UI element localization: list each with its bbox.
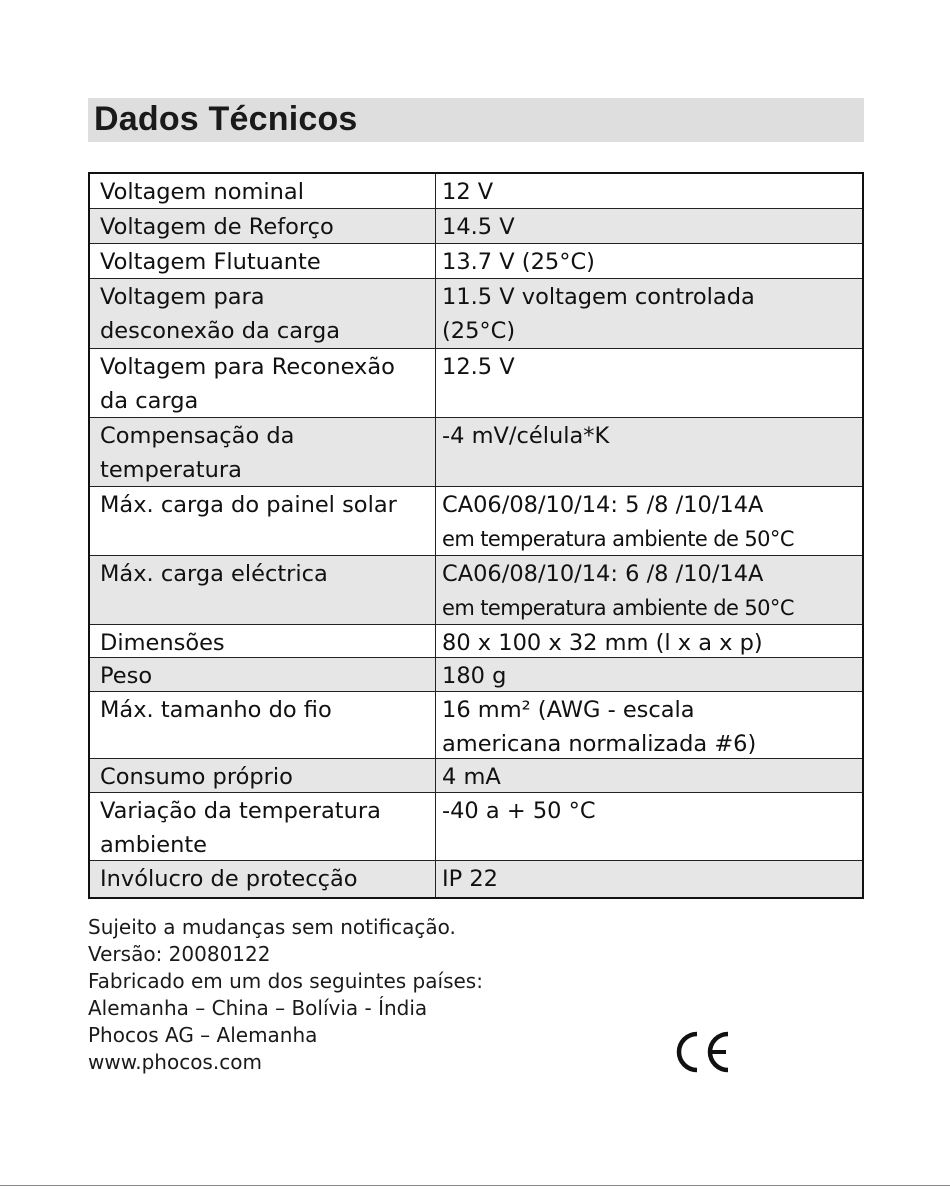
ce-mark-icon	[672, 1030, 732, 1074]
spec-value	[436, 487, 862, 555]
spec-row	[90, 349, 862, 418]
footer-notes	[88, 914, 483, 1076]
footer-line: Fabricado em um dos seguintes países:	[88, 969, 483, 993]
spec-value-main: CA06/08/10/14: 5 /8 /10/14A	[442, 492, 764, 518]
spec-row	[90, 418, 862, 487]
footer-line: Sujeito a mudanças sem notificação.	[88, 915, 456, 939]
spec-label: Voltagem nominal	[90, 174, 436, 208]
spec-value: -40 a + 50 °C	[442, 798, 596, 824]
spec-row	[90, 244, 862, 279]
page-title: Dados Técnicos	[94, 100, 358, 138]
footer-line: Phocos AG – Alemanha	[88, 1023, 318, 1047]
spec-label: Voltagem de Reforço	[90, 209, 436, 243]
spec-label: Máx. carga eléctrica	[90, 556, 436, 624]
spec-row	[90, 861, 862, 897]
spec-value: -4 mV/célula*K	[442, 423, 610, 449]
spec-value-note: em temperatura ambiente de 50°C	[442, 596, 794, 620]
footer-line: Alemanha – China – Bolívia - Índia	[88, 996, 428, 1020]
footer-line: Versão: 20080122	[88, 942, 271, 966]
title-bar	[88, 98, 864, 142]
spec-value: 80 x 100 x 32 mm (l x a x p)	[442, 630, 763, 656]
spec-label: Variação da temperatura ambiente	[90, 793, 436, 860]
spec-value: 12 V	[442, 179, 494, 205]
spec-value: 4 mA	[442, 764, 501, 790]
spec-value: 14.5 V	[442, 214, 515, 240]
spec-value: 13.7 V (25°C)	[442, 249, 595, 275]
spec-value-note: em temperatura ambiente de 50°C	[442, 527, 794, 551]
spec-value	[436, 556, 862, 624]
spec-label: Invólucro de protecção	[90, 861, 436, 897]
spec-table	[88, 172, 864, 899]
spec-label: Dimensões	[90, 625, 436, 657]
spec-label: Consumo próprio	[90, 759, 436, 792]
spec-value: 11.5 V voltagem controlada (25°C)	[442, 284, 755, 344]
spec-row	[90, 692, 862, 759]
footer-website: www.phocos.com	[88, 1050, 262, 1074]
spec-label: Voltagem para Reconexão da carga	[90, 349, 436, 417]
spec-row	[90, 625, 862, 658]
spec-value: IP 22	[442, 866, 498, 892]
spec-row	[90, 556, 862, 625]
spec-value: 180 g	[442, 663, 507, 689]
spec-label: Peso	[90, 658, 436, 691]
spec-label: Máx. carga do painel solar	[90, 487, 436, 555]
spec-row	[90, 279, 862, 349]
spec-value: 16 mm² (AWG - escala americana normalizada #6)	[442, 697, 757, 757]
spec-label: Compensação da temperatura	[90, 418, 436, 486]
spec-row	[90, 759, 862, 793]
spec-value: 12.5 V	[442, 354, 515, 380]
spec-row	[90, 487, 862, 556]
spec-row	[90, 174, 862, 209]
spec-row	[90, 209, 862, 244]
spec-value-main: CA06/08/10/14: 6 /8 /10/14A	[442, 561, 764, 587]
spec-row	[90, 793, 862, 861]
spec-label: Voltagem Flutuante	[90, 244, 436, 278]
bottom-rule	[0, 1185, 950, 1186]
spec-label: Voltagem para desconexão da carga	[90, 279, 436, 348]
spec-row	[90, 658, 862, 692]
spec-label: Máx. tamanho do fio	[90, 692, 436, 758]
